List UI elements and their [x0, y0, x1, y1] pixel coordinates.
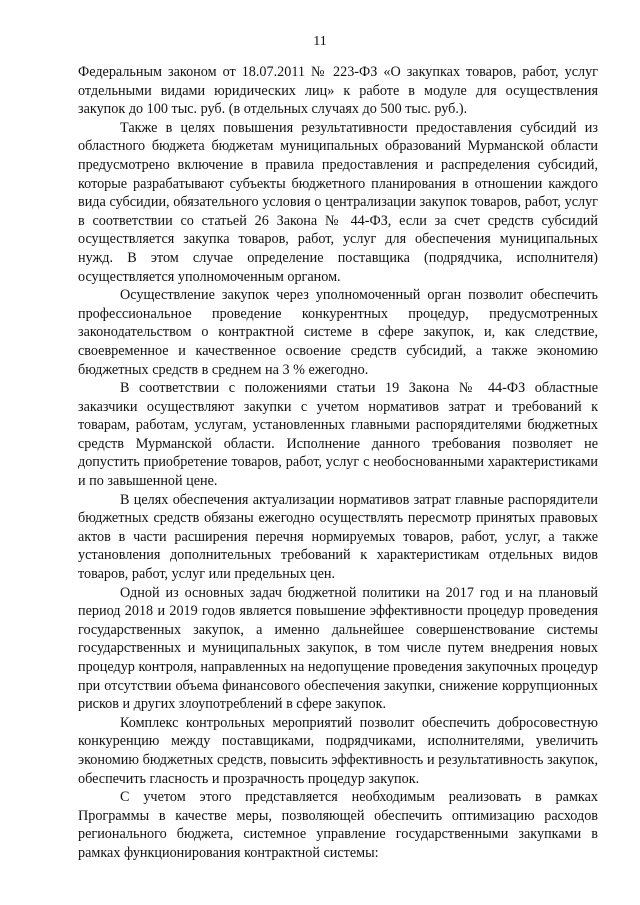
paragraph-1: Федеральным законом от 18.07.2011 № 223-ФЗ «О закупках товаров, работ, услуг отдельными видами юридических лиц» к работе в модуле для осуществления закупок до 100 тыс. руб. (в отдельных случаях до 500 тыс. руб.).: [78, 64, 598, 118]
page-number: 11: [313, 34, 327, 49]
paragraph-2: Также в целях повышения результативности предоставления субсидий из областного бюджета бюджетам муниципальных образований Мурманской области предусмотрено включение в правила предоставления и распределения субсидий, которые разрабатывают субъекты бюджетного планирования в отношении каждого вида субсидии, обязательного условия о централизации закупок товаров, работ, услуг в соответствии со статьей 26 Закона № 44-ФЗ, если за счет средств субсидий осуществляется закупка товаров, работ, услуг для обеспечения муниципальных нужд. В этом случае определение поставщика (подрядчика, исполнителя) осуществляется уполномоченным органом.: [78, 119, 598, 285]
paragraph-3: Осуществление закупок через уполномоченный орган позволит обеспечить профессиональное проведение конкурентных процедур, предусмотренных законодательством о контрактной системе в сфере закупок, и, как следствие, своевременное и качественное освоение средств субсидий, а также экономию бюджетных средств в среднем на 3 % ежегодно.: [78, 287, 598, 378]
paragraph-4: В соответствии с положениями статьи 19 Закона № 44-ФЗ областные заказчики осуществляют закупки с учетом нормативов затрат и требований к товарам, работам, услугам, установленных главными распорядителями бюджетных средств Мурманской области. Исполнение данного требования позволяет не допустить приобретение товаров, работ, услуг с необоснованными характеристиками и по завышенной цене.: [78, 380, 598, 490]
document-body: [78, 63, 598, 863]
paragraph-7: Комплекс контрольных мероприятий позволит обеспечить добросовестную конкуренцию между поставщиками, подрядчиками, исполнителями, увеличить экономию бюджетных средств, повысить эффективность и результативность закупок, обеспечить гласность и прозрачность процедур закупок.: [78, 714, 598, 787]
paragraph-6: Одной из основных задач бюджетной политики на 2017 год и на плановый период 2018 и 2019 годов является повышение эффективности процедур проведения государственных закупок, а именно дальнейшее совершенствование системы государственных и муниципальных закупок, в том числе путем внедрения новых процедур контроля, направленных на недопущение проведения закупочных процедур при отсутствии объема финансового обеспечения закупки, снижение коррупционных рисков и других злоупотреблений в сфере закупок.: [78, 584, 598, 713]
paragraph-5: В целях обеспечения актуализации нормативов затрат главные распорядители бюджетных средств обязаны ежегодно осуществлять пересмотр принятых правовых актов в части расширения перечня нормируемых товаров, работ, услуг, а также установления дополнительных требований к характеристикам отдельных видов товаров, работ, услуг или предельных цен.: [78, 491, 598, 583]
paragraph-8: С учетом этого представляется необходимым реализовать в рамках Программы в качестве меры, позволяющей обеспечить оптимизацию расходов регионального бюджета, системное управление государственными закупками в рамках функционирования контрактной системы:: [78, 789, 598, 861]
